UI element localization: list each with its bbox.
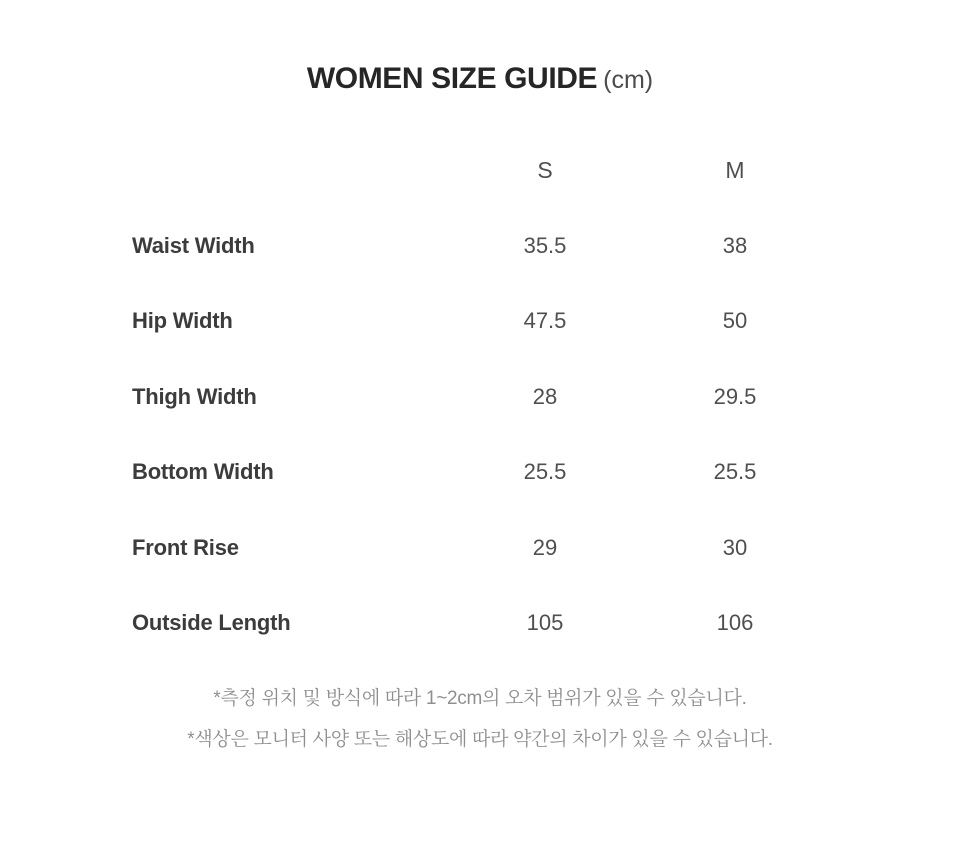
notes-section	[0, 689, 960, 749]
cell-waist-width-m: 38	[722, 232, 748, 258]
size-table-container	[130, 132, 830, 661]
table-header-row	[130, 132, 830, 208]
table-row	[130, 435, 830, 511]
cell-hip-width-s: 47.5	[523, 308, 567, 334]
cell-hip-width-m: 50	[722, 308, 748, 334]
table-header-blank	[130, 132, 450, 208]
note-measurement-tolerance: *측정 위치 및 방식에 따라 1~2cm의 오차 범위가 있을 수 있습니다.	[213, 688, 747, 709]
row-label-thigh-width: Thigh Width	[132, 383, 257, 409]
cell-bottom-width-m: 25.5	[713, 459, 757, 485]
table-row	[130, 586, 830, 662]
table-row	[130, 510, 830, 586]
cell-waist-width-s: 35.5	[523, 232, 567, 258]
cell-outside-length-s: 105	[526, 610, 564, 636]
cell-front-rise-s: 29	[532, 534, 558, 560]
table-header-size-m: M	[725, 156, 745, 183]
row-label-hip-width: Hip Width	[132, 308, 233, 334]
row-label-bottom-width: Bottom Width	[132, 459, 274, 485]
table-header-size-s: S	[537, 156, 553, 183]
cell-outside-length-m: 106	[716, 610, 754, 636]
cell-bottom-width-s: 25.5	[523, 459, 567, 485]
page-title-unit: (cm)	[603, 66, 654, 94]
row-label-front-rise: Front Rise	[132, 534, 239, 560]
page-title	[0, 0, 960, 96]
row-label-outside-length: Outside Length	[132, 610, 291, 636]
cell-thigh-width-s: 28	[532, 383, 558, 409]
page-title-text: WOMEN SIZE GUIDE	[306, 62, 598, 95]
note-color-disclaimer: *색상은 모니터 사양 또는 해상도에 따라 약간의 차이가 있을 수 있습니다.	[187, 729, 773, 750]
table-row	[130, 284, 830, 360]
row-label-waist-width: Waist Width	[132, 232, 255, 258]
table-row	[130, 208, 830, 284]
cell-thigh-width-m: 29.5	[713, 383, 757, 409]
table-row	[130, 359, 830, 435]
size-table	[130, 132, 830, 661]
cell-front-rise-m: 30	[722, 534, 748, 560]
